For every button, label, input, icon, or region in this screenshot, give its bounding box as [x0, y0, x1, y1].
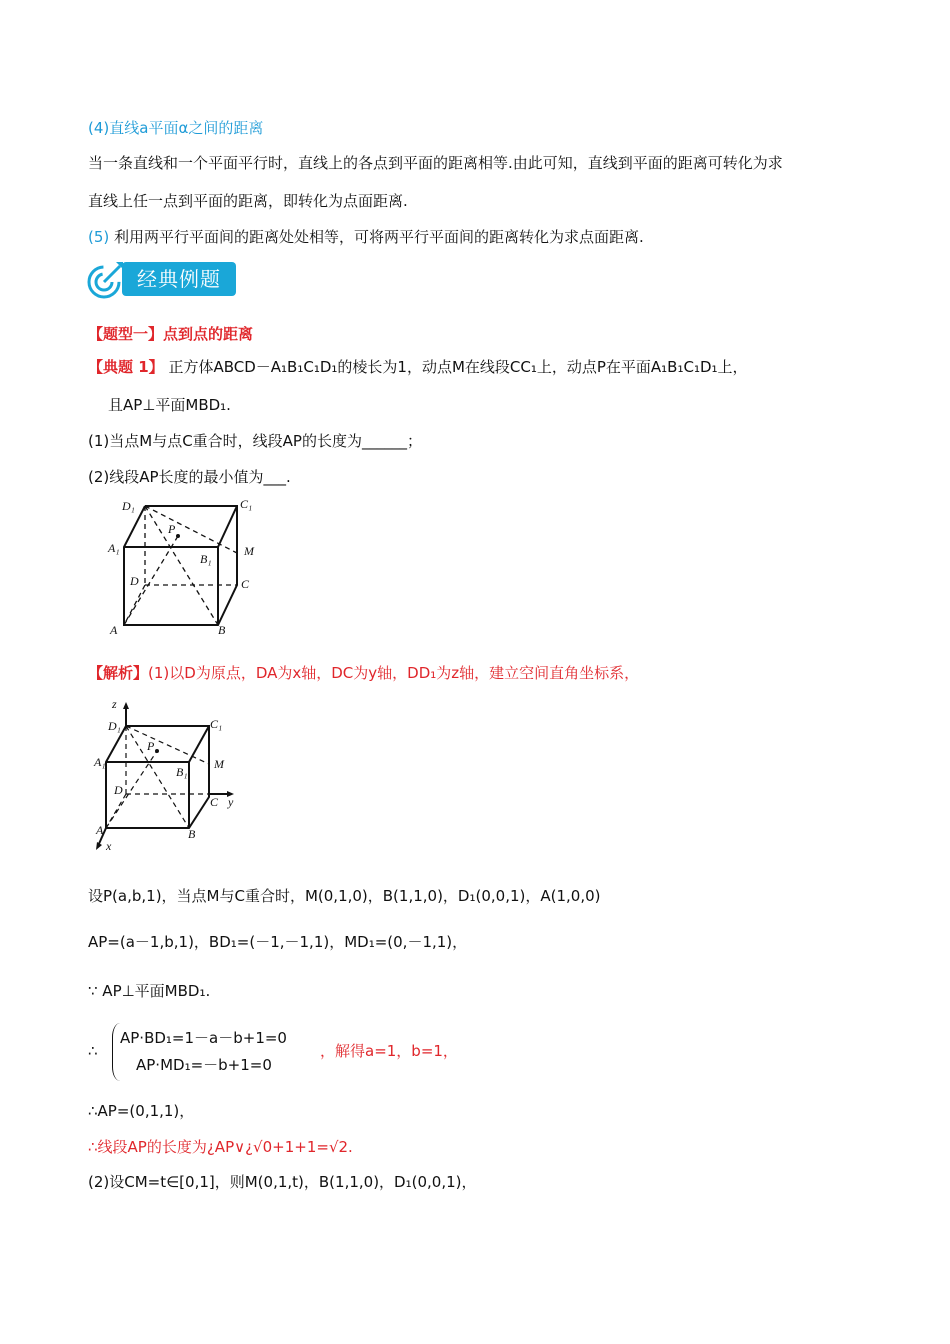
solution-tag: 【解析】 — [88, 664, 149, 682]
equation-2: AP·MD₁=－b+1=0 — [136, 1056, 272, 1074]
fig1-label-p: P — [168, 522, 176, 536]
fig2-label-a1: A₁ — [94, 755, 106, 769]
fig1-label-d1: D₁ — [122, 499, 135, 513]
section-4-heading — [88, 117, 263, 139]
fig1-label-b1: B₁ — [200, 552, 212, 566]
fig2-label-a: A — [96, 823, 104, 837]
classic-examples-banner — [86, 258, 236, 300]
fig2-label-c: C — [210, 795, 219, 809]
cube-figure-2 — [92, 696, 242, 854]
banner-title: 经典例题 — [122, 262, 236, 296]
target-dart-icon — [86, 258, 126, 300]
fig1-label-a1: A₁ — [108, 541, 120, 555]
section-4-text-1: 当一条直线和一个平面平行时，直线上的各点到平面的距离相等.由此可知，直线到平面的距离可转化为求 — [88, 154, 783, 172]
fig1-label-c: C — [241, 577, 250, 591]
question-1: (1)当点M与点C重合时，线段AP的长度为______； — [88, 432, 422, 450]
section-5-number: (5) — [88, 228, 110, 246]
fig2-label-d: D — [114, 783, 123, 797]
fig1-label-d: D — [130, 574, 139, 588]
solve-result: ，解得a=1，b=1， — [320, 1042, 458, 1060]
section-4-text-2: 直线上任一点到平面的距离，即转化为点面距离. — [88, 192, 408, 210]
example-1-stem-line-2: 且AP⊥平面MBD₁. — [108, 396, 231, 414]
section-4-number: (4) — [88, 119, 110, 137]
section-5 — [88, 226, 644, 248]
fig2-label-z: z — [112, 697, 117, 711]
fig2-label-x: x — [106, 839, 112, 853]
section-5-text: 利用两平行平面间的距离处处相等，可将两平行平面间的距离转化为求点面距离. — [109, 228, 644, 246]
fig1-label-c1: C₁ — [240, 497, 253, 511]
fig2-label-b1: B₁ — [176, 765, 188, 779]
solution-vectors: AP=(a－1,b,1)，BD₁=(－1,－1,1)，MD₁=(0,－1,1)， — [88, 933, 468, 951]
vector-ap-result: ∴AP=(0,1,1)， — [88, 1102, 195, 1120]
fig1-label-m: M — [244, 544, 254, 558]
fig2-label-m: M — [214, 757, 224, 771]
example-1-stem-line-1: 正方体ABCD－A₁B₁C₁D₁的棱长为1，动点M在线段CC₁上，动点P在平面A₁B₁C₁D₁上， — [168, 358, 748, 376]
ap-length: ∴线段AP的长度为¿AP∨¿√0+1+1=√2. — [88, 1138, 353, 1156]
type-1-title: 【题型一】点到点的距离 — [88, 325, 254, 343]
solution-set-point: 设P(a,b,1)，当点M与C重合时，M(0,1,0)，B(1,1,0)，D₁(0,0,1)，A(1,0,0) — [88, 887, 601, 905]
fig2-label-p: P — [147, 739, 155, 753]
fig2-label-d1: D₁ — [108, 719, 121, 733]
solution-perpendicular: ∵ AP⊥平面MBD₁. — [88, 982, 211, 1000]
example-1-stem — [88, 356, 748, 378]
fig1-label-a: A — [110, 623, 118, 637]
equation-1: AP·BD₁=1－a－b+1=0 — [120, 1029, 287, 1047]
fig1-label-b: B — [218, 623, 226, 637]
example-1-tag: 【典题 1】 — [88, 358, 164, 376]
fig2-label-c1: C₁ — [210, 717, 223, 731]
therefore-symbol: ∴ — [88, 1042, 98, 1060]
section-4-title: 直线a平面α之间的距离 — [109, 119, 264, 137]
solution-intro — [88, 662, 639, 684]
fig2-label-y: y — [228, 795, 234, 809]
cube-figure-1 — [100, 492, 270, 642]
solution-intro-text: (1)以D为原点，DA为x轴，DC为y轴，DD₁为z轴，建立空间直角坐标系， — [148, 664, 640, 682]
part-2-setup: (2)设CM=t∈[0,1]，则M(0,1,t)，B(1,1,0)，D₁(0,0,1)， — [88, 1173, 477, 1191]
question-2: (2)线段AP长度的最小值为___. — [88, 468, 291, 486]
fig2-label-b: B — [188, 827, 196, 841]
